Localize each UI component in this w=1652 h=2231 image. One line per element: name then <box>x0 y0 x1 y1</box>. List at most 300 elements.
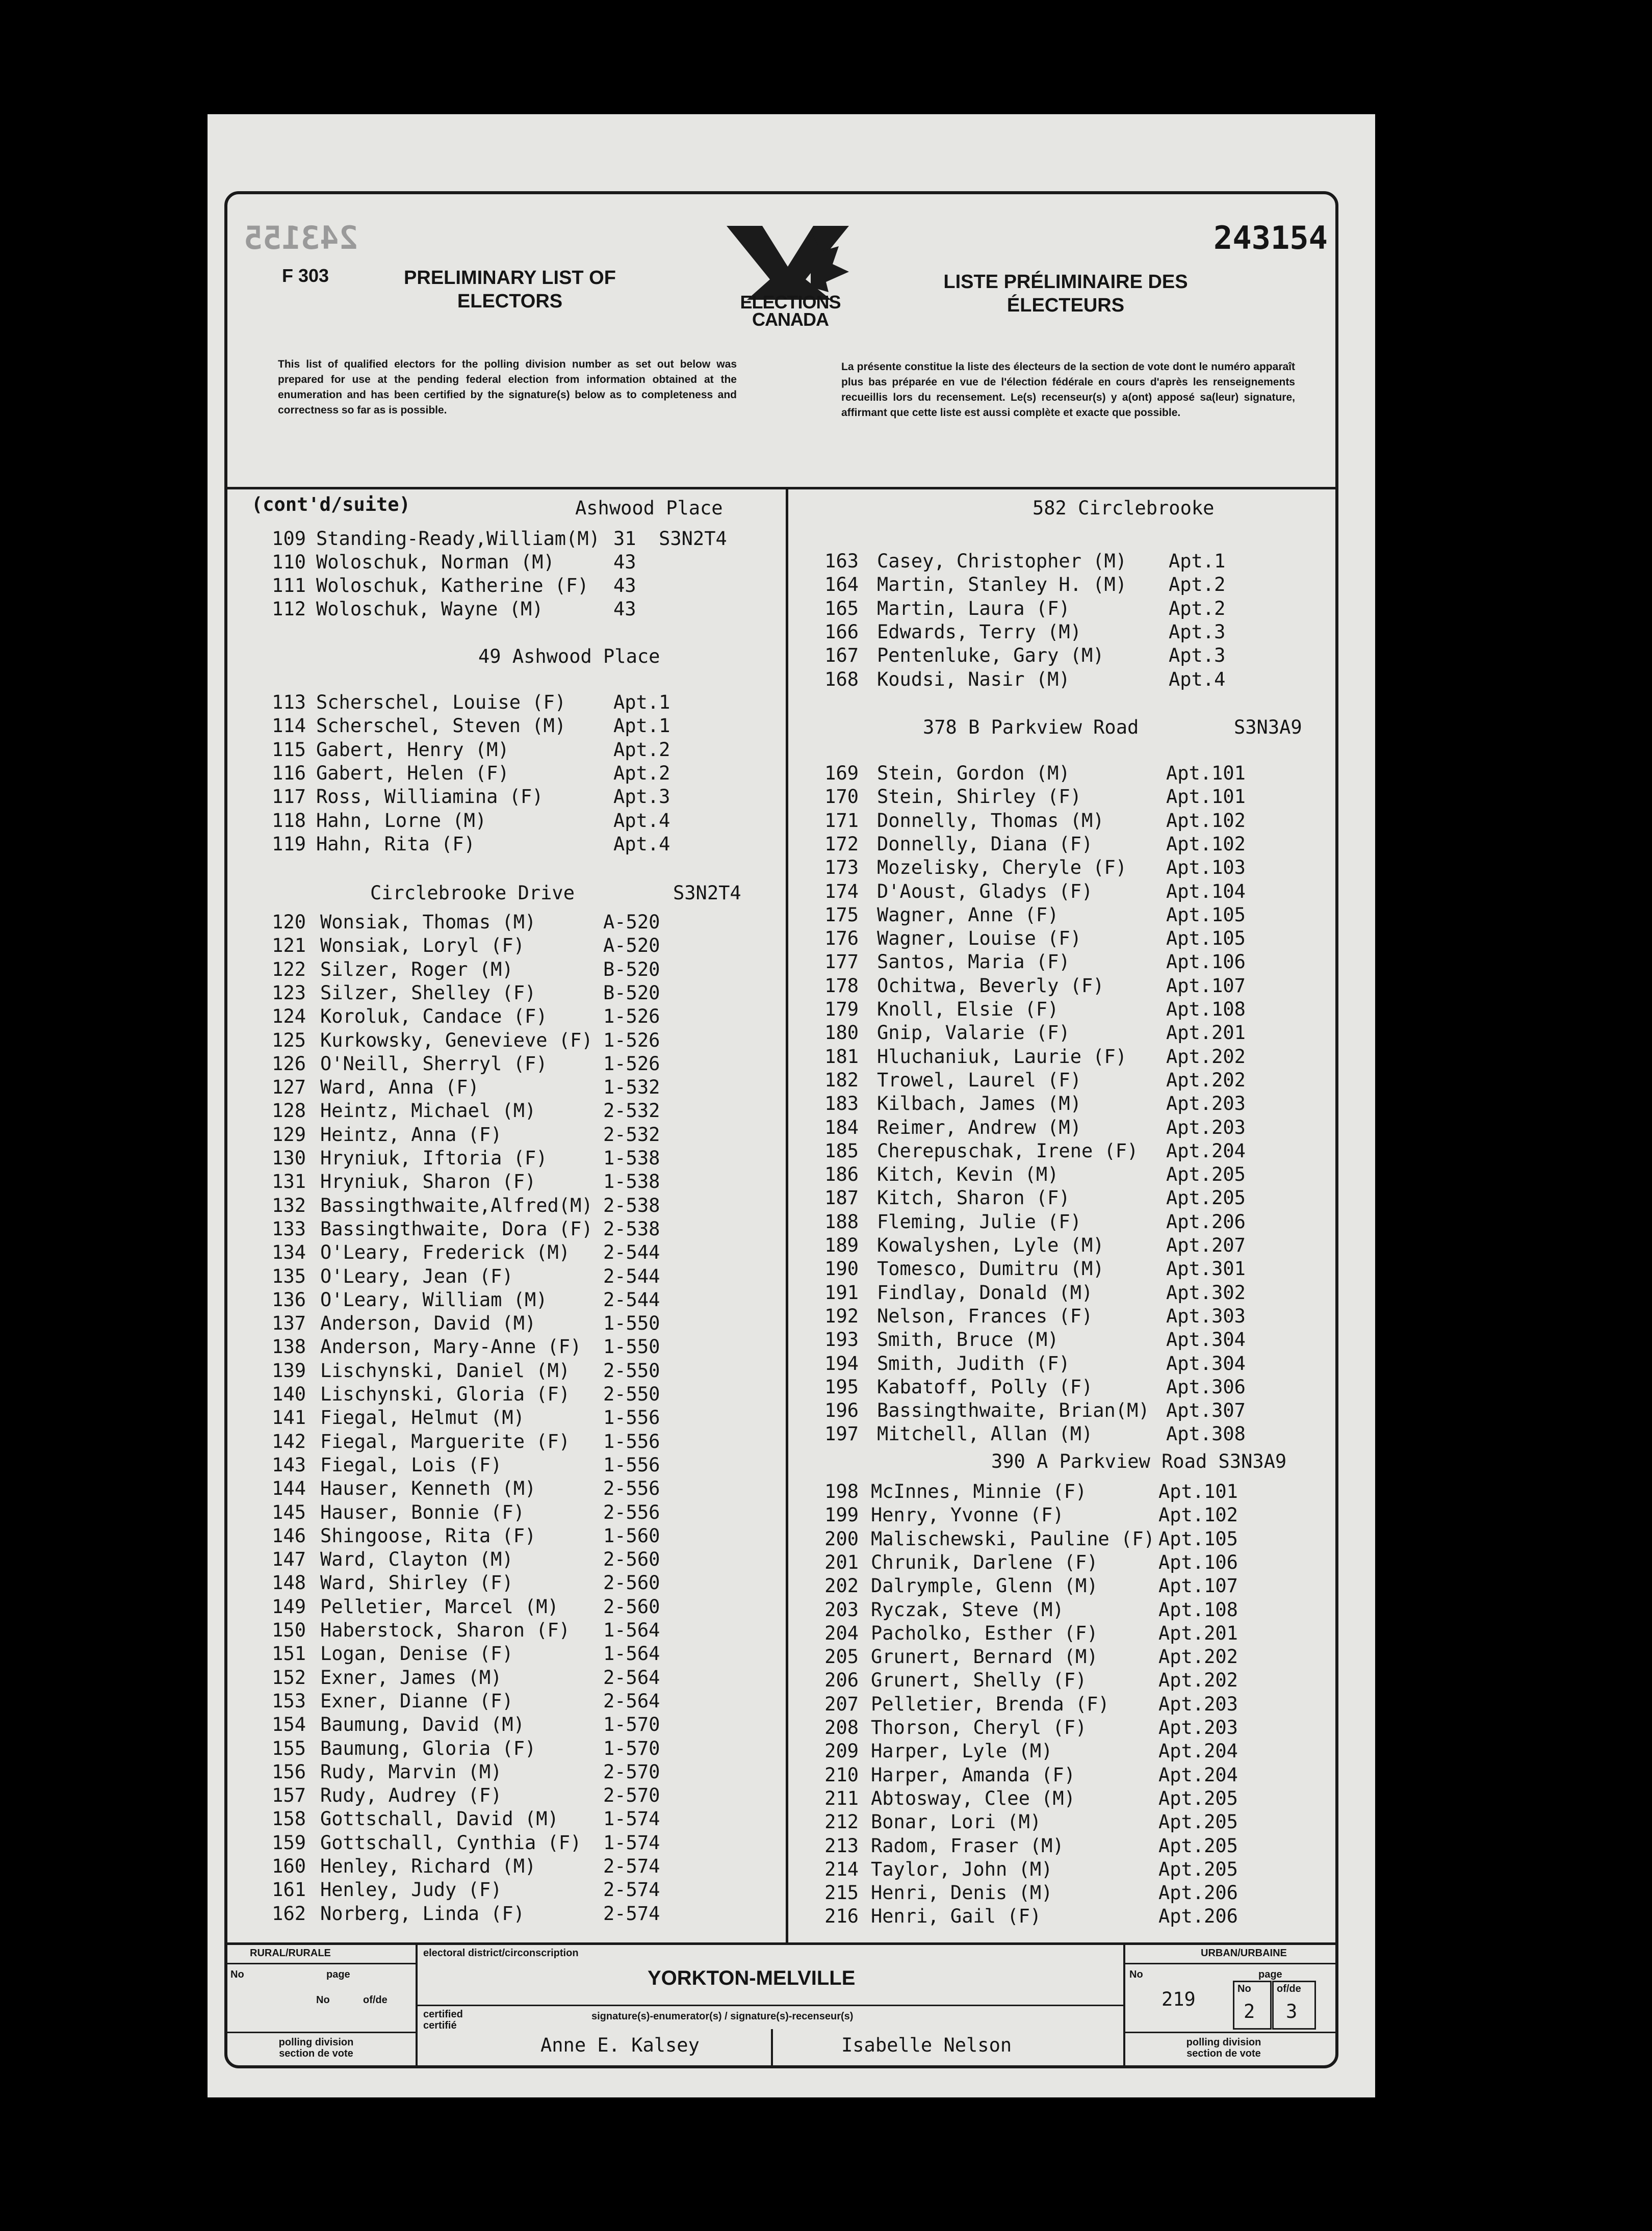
elector-name: Hryniuk, Iftoria (F) <box>320 1147 548 1169</box>
elector-address: Apt.103 <box>1166 857 1246 879</box>
elector-name: Ryczak, Steve (M) <box>871 1598 1064 1621</box>
elector-name: Hahn, Lorne (M) <box>316 809 487 832</box>
elections-canada-logo <box>716 223 864 335</box>
elector-address: Apt.303 <box>1166 1305 1246 1327</box>
elector-name: Smith, Judith (F) <box>877 1352 1070 1374</box>
elector-address: Apt.4 <box>613 833 670 855</box>
elector-address: 1-570 <box>603 1714 660 1736</box>
enumerator-signature-2: Isabelle Nelson <box>841 2034 1012 2056</box>
elector-address: Apt.2 <box>613 738 670 761</box>
elector-number: 216 <box>824 1905 859 1928</box>
elector-name: Trowel, Laurel (F) <box>877 1069 1081 1091</box>
elector-number: 148 <box>272 1572 306 1594</box>
elector-number: 143 <box>272 1454 306 1476</box>
elector-address: Apt.108 <box>1158 1598 1238 1621</box>
elector-number: 187 <box>824 1187 859 1209</box>
elector-address: Apt.205 <box>1158 1834 1238 1857</box>
elector-name: Woloschuk, Norman (M) <box>316 551 555 573</box>
contd-label: (cont'd/suite) <box>251 494 410 515</box>
elector-address: Apt.204 <box>1158 1740 1238 1762</box>
elector-address: Apt.304 <box>1166 1329 1246 1351</box>
elector-address: 43 <box>613 551 636 573</box>
elector-number: 192 <box>824 1305 859 1327</box>
elector-number: 180 <box>824 1022 859 1044</box>
elector-address: 43 <box>613 574 636 596</box>
elector-name: Ochitwa, Beverly (F) <box>877 974 1104 997</box>
elector-name: Donnelly, Thomas (M) <box>877 809 1104 832</box>
logo-text: ELECTIONS CANADA <box>740 292 841 330</box>
elector-address: Apt.202 <box>1166 1045 1246 1068</box>
elector-address: Apt.205 <box>1166 1163 1246 1186</box>
elector-address: 1-574 <box>603 1808 660 1830</box>
elector-name: Haberstock, Sharon (F) <box>320 1619 571 1641</box>
right-section-2-heading: 378 B Parkview Road <box>923 716 1139 738</box>
rural-page-label: page <box>326 1969 350 1980</box>
page-number-box <box>1233 1981 1272 2030</box>
certified-label: certified certifié <box>423 2009 463 2031</box>
elector-address: Apt.1 <box>613 691 670 713</box>
elector-number: 121 <box>272 935 306 957</box>
elector-name: Scherschel, Steven (M) <box>316 715 566 737</box>
elector-name: Fiegal, Helmut (M) <box>320 1407 525 1429</box>
elector-number: 125 <box>272 1029 306 1051</box>
elector-name: O'Neill, Sherryl (F) <box>320 1052 548 1075</box>
elector-number: 185 <box>824 1139 859 1162</box>
elector-number: 206 <box>824 1669 859 1692</box>
elector-address: 2-570 <box>603 1760 660 1783</box>
intro-french: La présente constitue la liste des électeurs de la section de vote dont le numéro apparaît plus bas préparée en vue de l'élection fédérale en cours d'après les renseignements recueillis lors du recensement. Le(s) recenseur(s) y a(ont) apposé sa(leur) signature, affirmant que cette liste est aussi complète et exacte que possible. <box>841 361 1295 419</box>
elector-number: 197 <box>824 1423 859 1445</box>
elector-name: Gabert, Helen (F) <box>316 762 509 784</box>
elector-name: Scherschel, Louise (F) <box>316 691 566 713</box>
elector-address: 2-574 <box>603 1879 660 1901</box>
elector-address: Apt.207 <box>1166 1234 1246 1256</box>
elector-number: 165 <box>824 597 859 619</box>
elector-number: 198 <box>824 1481 859 1502</box>
elector-number: 116 <box>272 762 306 784</box>
elector-address: Apt.203 <box>1158 1717 1238 1739</box>
elector-name: Pentenluke, Gary (M) <box>877 644 1104 667</box>
page-of-box <box>1272 1981 1316 2030</box>
elector-name: Stein, Shirley (F) <box>877 786 1081 808</box>
elector-name: Shingoose, Rita (F) <box>320 1524 536 1547</box>
urban-label-line <box>1124 1963 1338 1964</box>
elector-name: Kilbach, James (M) <box>877 1093 1081 1115</box>
elector-number: 141 <box>272 1407 306 1429</box>
elector-number: 136 <box>272 1288 306 1311</box>
elector-number: 129 <box>272 1123 306 1146</box>
left-section-2-heading: 49 Ashwood Place <box>478 645 660 667</box>
elector-name: O'Leary, William (M) <box>320 1288 548 1311</box>
elector-address: Apt.203 <box>1166 1116 1246 1138</box>
urban-label: URBAN/URBAINE <box>1201 1948 1287 1959</box>
signatures-label: signature(s)-enumerator(s) / signature(s)-recenseur(s) <box>591 2011 854 2022</box>
page-of-number: 3 <box>1286 2001 1298 2022</box>
elector-number: 150 <box>272 1619 306 1641</box>
elector-number: 137 <box>272 1312 306 1335</box>
elector-number: 161 <box>272 1879 306 1901</box>
elector-number: 124 <box>272 1005 306 1028</box>
elector-address: Apt.201 <box>1166 1022 1246 1044</box>
elector-number: 114 <box>272 715 306 737</box>
elector-name: Ward, Clayton (M) <box>320 1548 513 1571</box>
elector-name: Nelson, Frances (F) <box>877 1305 1093 1327</box>
elector-address: Apt.106 <box>1158 1551 1238 1573</box>
column-divider <box>786 489 788 1943</box>
elector-name: Pelletier, Marcel (M) <box>320 1595 559 1618</box>
elector-number: 154 <box>272 1714 306 1736</box>
elector-number: 201 <box>824 1551 859 1573</box>
elector-number: 145 <box>272 1501 306 1523</box>
elector-name: Lischynski, Daniel (M) <box>320 1359 571 1382</box>
elector-number: 170 <box>824 786 859 808</box>
elector-address: 1-526 <box>603 1052 660 1075</box>
elector-address: Apt.204 <box>1166 1139 1246 1162</box>
elector-name: Bassingthwaite,Alfred(M) <box>320 1194 593 1216</box>
elector-name: Mozelisky, Cheryle (F) <box>877 857 1127 879</box>
elector-address: Apt.306 <box>1166 1376 1246 1398</box>
elector-address: 1-550 <box>603 1336 660 1358</box>
elector-name: Reimer, Andrew (M) <box>877 1116 1081 1138</box>
left-header-street: Ashwood Place <box>575 497 723 519</box>
elector-address: 2-532 <box>603 1100 660 1122</box>
elector-name: Malischewski, Pauline (F) <box>871 1527 1155 1550</box>
elector-name: Kabatoff, Polly (F) <box>877 1376 1093 1398</box>
elector-name: Hahn, Rita (F) <box>316 833 475 855</box>
elector-name: Woloschuk, Wayne (M) <box>316 598 544 620</box>
elector-number: 203 <box>824 1598 859 1621</box>
elector-number: 120 <box>272 911 306 933</box>
elector-address: B-520 <box>603 958 660 980</box>
elector-name: Henley, Richard (M) <box>320 1855 536 1877</box>
left-section-3-postal-code: S3N2T4 <box>673 882 741 904</box>
elector-address: 43 <box>613 598 636 620</box>
elector-address: Apt.101 <box>1166 786 1246 808</box>
elector-number: 144 <box>272 1477 306 1500</box>
elector-number: 189 <box>824 1234 859 1256</box>
elector-name: Rudy, Audrey (F) <box>320 1784 502 1807</box>
elector-address: Apt.1 <box>613 715 670 737</box>
elector-address: Apt.3 <box>613 786 670 808</box>
elector-name: Kowalyshen, Lyle (M) <box>877 1234 1104 1256</box>
elector-number: 179 <box>824 998 859 1020</box>
elector-name: Koroluk, Candace (F) <box>320 1005 548 1028</box>
elector-address: Apt.106 <box>1166 951 1246 973</box>
elector-name: Wagner, Anne (F) <box>877 903 1059 926</box>
elector-address: Apt.105 <box>1158 1527 1238 1550</box>
elector-number: 167 <box>824 644 859 667</box>
elector-address: 2-560 <box>603 1548 660 1571</box>
elector-name: Ward, Anna (F) <box>320 1076 479 1099</box>
elector-address: Apt.206 <box>1158 1882 1238 1904</box>
elector-name: Chrunik, Darlene (F) <box>871 1551 1098 1573</box>
elector-number: 196 <box>824 1399 859 1422</box>
elector-address: 2-544 <box>603 1241 660 1264</box>
elector-name: Bassingthwaite, Dora (F) <box>320 1217 593 1240</box>
elector-address: Apt.102 <box>1158 1504 1238 1526</box>
right-section-2-postal-code: S3N3A9 <box>1234 716 1302 738</box>
elector-address: Apt.202 <box>1158 1646 1238 1668</box>
elector-name: Pacholko, Esther (F) <box>871 1622 1098 1644</box>
elector-number: 112 <box>272 598 306 620</box>
elector-name: Anderson, Mary-Anne (F) <box>320 1336 582 1358</box>
elector-name: Fiegal, Lois (F) <box>320 1454 502 1476</box>
polling-division-number: 219 <box>1161 1988 1196 2010</box>
elector-number: 132 <box>272 1194 306 1216</box>
elector-number: 146 <box>272 1524 306 1547</box>
elector-number: 209 <box>824 1740 859 1762</box>
intro-english: This list of qualified electors for the polling division number as set out below was prepared for use at the pending federal election from information obtained at the enumeration and has been certified by the signature(s) below as to completeness and correctness so far as is possible. <box>278 358 737 416</box>
elector-name: Silzer, Shelley (F) <box>320 981 536 1004</box>
elector-number: 173 <box>824 857 859 879</box>
elector-name: Gottschall, David (M) <box>320 1808 559 1830</box>
serial-number-mirror: 243155 <box>244 219 358 256</box>
elector-address: Apt.102 <box>1166 809 1246 832</box>
elector-address: 2-544 <box>603 1288 660 1311</box>
elector-address: 1-538 <box>603 1147 660 1169</box>
elector-name: Norberg, Linda (F) <box>320 1902 525 1925</box>
elector-address: Apt.1 <box>1169 550 1226 572</box>
elector-name: Lischynski, Gloria (F) <box>320 1383 571 1405</box>
elector-address: 1-560 <box>603 1524 660 1547</box>
elector-name: D'Aoust, Gladys (F) <box>877 880 1093 902</box>
elector-number: 202 <box>824 1575 859 1597</box>
elector-name: Hauser, Bonnie (F) <box>320 1501 525 1523</box>
elector-address: Apt.302 <box>1166 1281 1246 1304</box>
elector-number: 204 <box>824 1622 859 1644</box>
elector-number: 122 <box>272 958 306 980</box>
rural-box-bottom <box>224 2032 417 2033</box>
urban-no-label: No <box>1129 1969 1143 1980</box>
rural-of-no-label: No <box>316 1994 330 2006</box>
page-no-label: No <box>1237 1983 1251 1994</box>
elector-address: Apt.105 <box>1166 903 1246 926</box>
elector-address: 2-574 <box>603 1855 660 1877</box>
elector-name: Baumung, Gloria (F) <box>320 1737 536 1759</box>
elector-address: 1-556 <box>603 1454 660 1476</box>
elector-number: 113 <box>272 691 306 713</box>
elector-name: McInnes, Minnie (F) <box>871 1481 1087 1502</box>
elector-number: 177 <box>824 951 859 973</box>
elector-address: Apt.206 <box>1158 1905 1238 1928</box>
elector-name: Baumung, David (M) <box>320 1714 525 1736</box>
elector-name: O'Leary, Frederick (M) <box>320 1241 571 1264</box>
enumerator-signature-1: Anne E. Kalsey <box>540 2034 700 2056</box>
elector-address: 1-538 <box>603 1171 660 1193</box>
elector-number: 159 <box>272 1831 306 1854</box>
elector-address: Apt.2 <box>1169 574 1226 596</box>
elector-address: Apt.201 <box>1158 1622 1238 1644</box>
elector-address: Apt.205 <box>1158 1787 1238 1809</box>
elector-address: 1-564 <box>603 1643 660 1665</box>
elector-number: 140 <box>272 1383 306 1405</box>
elector-address: Apt.105 <box>1166 927 1246 950</box>
elector-address: Apt.107 <box>1158 1575 1238 1597</box>
elector-number: 115 <box>272 738 306 761</box>
elector-address: 2-544 <box>603 1265 660 1287</box>
elector-name: Thorson, Cheryl (F) <box>871 1717 1087 1739</box>
elector-number: 207 <box>824 1693 859 1715</box>
elector-name: Taylor, John (M) <box>871 1858 1053 1880</box>
elector-name: Santos, Maria (F) <box>877 951 1070 973</box>
elector-name: Cherepuschak, Irene (F) <box>877 1139 1139 1162</box>
elector-number: 111 <box>272 574 306 596</box>
elector-name: Smith, Bruce (M) <box>877 1329 1059 1351</box>
elector-name: Henri, Denis (M) <box>871 1882 1053 1904</box>
elector-address: 2-564 <box>603 1666 660 1689</box>
elector-number: 155 <box>272 1737 306 1759</box>
elector-address: 31 S3N2T4 <box>613 528 727 550</box>
district-name: YORKTON-MELVILLE <box>648 1967 856 1989</box>
elector-address: Apt.2 <box>1169 597 1226 619</box>
elector-number: 182 <box>824 1069 859 1091</box>
elector-number: 205 <box>824 1646 859 1668</box>
urban-polling-label: polling division section de vote <box>1186 2037 1261 2059</box>
elector-name: Exner, Dianne (F) <box>320 1690 513 1712</box>
district-line <box>417 2005 1124 2006</box>
elector-number: 133 <box>272 1217 306 1240</box>
elector-address: Apt.4 <box>1169 668 1226 690</box>
elector-number: 190 <box>824 1258 859 1280</box>
elector-number: 168 <box>824 668 859 690</box>
elector-address: Apt.107 <box>1166 974 1246 997</box>
elector-name: Fiegal, Marguerite (F) <box>320 1430 571 1452</box>
elector-name: Ross, Williamina (F) <box>316 786 544 808</box>
elector-address: A-520 <box>603 911 660 933</box>
elector-number: 147 <box>272 1548 306 1571</box>
urban-page-label: page <box>1258 1969 1282 1980</box>
elector-number: 128 <box>272 1100 306 1122</box>
elector-address: Apt.104 <box>1166 880 1246 902</box>
elector-name: Dalrymple, Glenn (M) <box>871 1575 1098 1597</box>
elector-name: Bonar, Lori (M) <box>871 1811 1042 1833</box>
elector-name: Hryniuk, Sharon (F) <box>320 1171 536 1193</box>
elector-number: 149 <box>272 1595 306 1618</box>
elector-address: Apt.206 <box>1166 1210 1246 1233</box>
elector-name: Martin, Laura (F) <box>877 597 1070 619</box>
elector-address: 2-556 <box>603 1477 660 1500</box>
elector-number: 135 <box>272 1265 306 1287</box>
elector-number: 131 <box>272 1171 306 1193</box>
elector-address: Apt.204 <box>1158 1763 1238 1786</box>
elector-name: Heintz, Anna (F) <box>320 1123 502 1146</box>
elector-name: Bassingthwaite, Brian(M) <box>877 1399 1150 1422</box>
header-divider <box>224 487 1338 489</box>
elector-number: 163 <box>824 550 859 572</box>
elector-number: 213 <box>824 1834 859 1857</box>
serial-number: 243154 <box>1214 219 1328 256</box>
elector-number: 208 <box>824 1717 859 1739</box>
elector-number: 193 <box>824 1329 859 1351</box>
elector-address: 2-532 <box>603 1123 660 1146</box>
elector-number: 151 <box>272 1643 306 1665</box>
elector-address: Apt.301 <box>1166 1258 1246 1280</box>
elector-name: Henley, Judy (F) <box>320 1879 502 1901</box>
elector-number: 195 <box>824 1376 859 1398</box>
elector-number: 186 <box>824 1163 859 1186</box>
elector-number: 127 <box>272 1076 306 1099</box>
elector-address: 2-550 <box>603 1359 660 1382</box>
elector-number: 194 <box>824 1352 859 1374</box>
elector-address: Apt.203 <box>1166 1093 1246 1115</box>
elector-address: 1-526 <box>603 1005 660 1028</box>
form-number: F 303 <box>282 265 329 286</box>
district-label: electoral district/circonscription <box>423 1948 579 1959</box>
elector-name: Standing-Ready,William(M) <box>316 528 600 550</box>
elector-name: Knoll, Elsie (F) <box>877 998 1059 1020</box>
elector-name: Donnelly, Diana (F) <box>877 833 1093 855</box>
elector-number: 134 <box>272 1241 306 1264</box>
elector-name: Kitch, Kevin (M) <box>877 1163 1059 1186</box>
elector-address: B-520 <box>603 981 660 1004</box>
rural-no-label: No <box>230 1969 244 1980</box>
elector-name: Hauser, Kenneth (M) <box>320 1477 536 1500</box>
elector-number: 176 <box>824 927 859 950</box>
elector-name: Gottschall, Cynthia (F) <box>320 1831 582 1854</box>
elector-number: 171 <box>824 809 859 832</box>
elector-name: Henry, Yvonne (F) <box>871 1504 1064 1526</box>
elector-name: Anderson, David (M) <box>320 1312 536 1335</box>
elector-number: 191 <box>824 1281 859 1304</box>
elector-name: Heintz, Michael (M) <box>320 1100 536 1122</box>
elector-name: Harper, Amanda (F) <box>871 1763 1075 1786</box>
elector-address: 2-574 <box>603 1902 660 1925</box>
elector-number: 184 <box>824 1116 859 1138</box>
elector-number: 158 <box>272 1808 306 1830</box>
elector-name: Casey, Christopher (M) <box>877 550 1127 572</box>
elector-address: 1-564 <box>603 1619 660 1641</box>
elector-number: 119 <box>272 833 306 855</box>
elector-address: 1-550 <box>603 1312 660 1335</box>
elector-address: Apt.101 <box>1166 762 1246 784</box>
elector-number: 157 <box>272 1784 306 1807</box>
elector-name: Wagner, Louise (F) <box>877 927 1081 950</box>
right-section-3-heading: 390 A Parkview Road S3N3A9 <box>991 1450 1287 1472</box>
elector-number: 169 <box>824 762 859 784</box>
elector-address: Apt.101 <box>1158 1481 1238 1502</box>
elector-name: Grunert, Shelly (F) <box>871 1669 1087 1692</box>
elector-number: 109 <box>272 528 306 550</box>
page-of-label: of/de <box>1277 1983 1301 1994</box>
elector-number: 175 <box>824 903 859 926</box>
elector-address: Apt.2 <box>613 762 670 784</box>
elector-number: 214 <box>824 1858 859 1880</box>
elector-address: Apt.3 <box>1169 644 1226 667</box>
elector-address: Apt.205 <box>1158 1858 1238 1880</box>
elector-name: Wonsiak, Loryl (F) <box>320 935 525 957</box>
elector-address: Apt.3 <box>1169 620 1226 643</box>
elector-address: 1-570 <box>603 1737 660 1759</box>
elector-name: Stein, Gordon (M) <box>877 762 1070 784</box>
elector-number: 164 <box>824 574 859 596</box>
elector-address: 2-564 <box>603 1690 660 1712</box>
elector-address: 2-570 <box>603 1784 660 1807</box>
elector-name: Pelletier, Brenda (F) <box>871 1693 1109 1715</box>
elector-address: Apt.203 <box>1158 1693 1238 1715</box>
elector-number: 139 <box>272 1359 306 1382</box>
elector-number: 153 <box>272 1690 306 1712</box>
elector-name: Kurkowsky, Genevieve (F) <box>320 1029 593 1051</box>
elector-address: 2-556 <box>603 1501 660 1523</box>
elector-name: Fleming, Julie (F) <box>877 1210 1081 1233</box>
right-header-street: 582 Circlebrooke <box>1032 497 1215 519</box>
elector-address: Apt.205 <box>1166 1187 1246 1209</box>
elector-address: 1-532 <box>603 1076 660 1099</box>
elector-number: 188 <box>824 1210 859 1233</box>
elector-number: 199 <box>824 1504 859 1526</box>
elector-number: 212 <box>824 1811 859 1833</box>
elector-name: Woloschuk, Katherine (F) <box>316 574 589 596</box>
